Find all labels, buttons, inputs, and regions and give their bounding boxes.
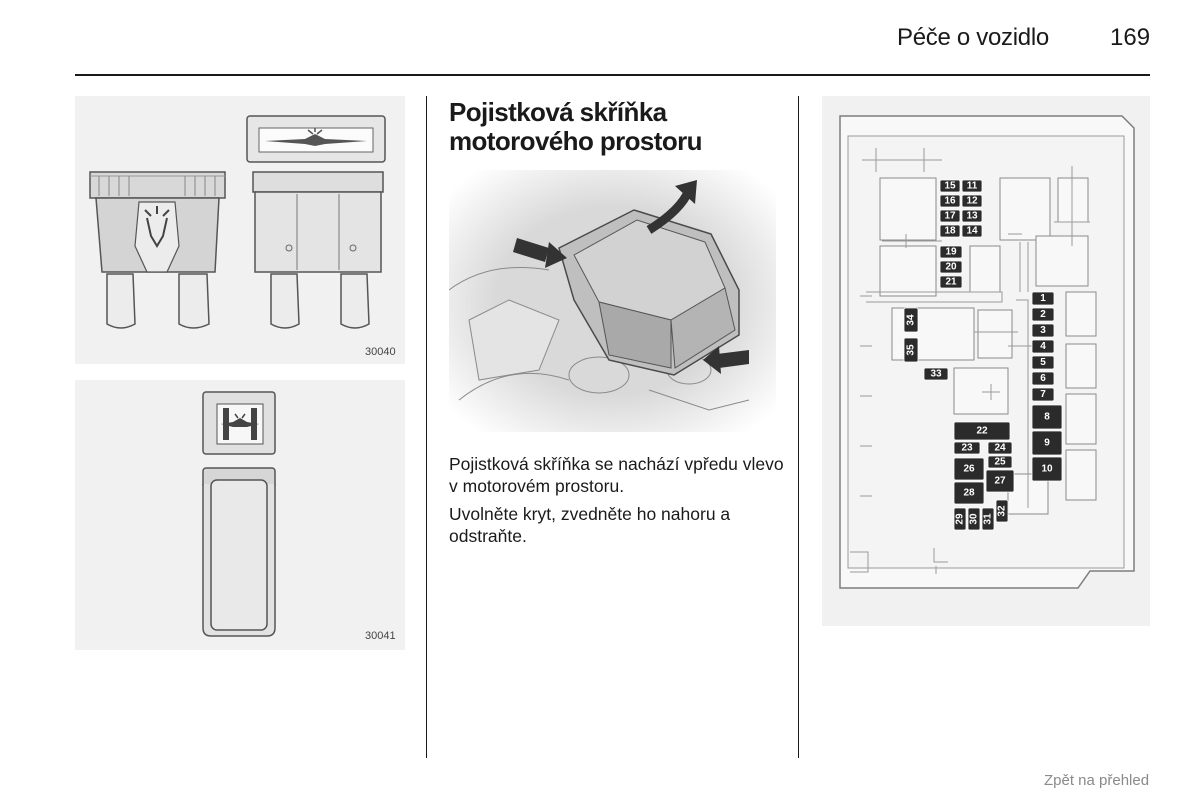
fuse-slot-label: 16 [944,195,956,207]
fuse-slot-label: 12 [966,195,978,207]
fuse-slot-label: 20 [945,261,957,273]
paragraph-location: Pojistková skříňka se nachází vpředu vlevo v motorovém prostoru. [449,454,784,496]
fuse-slot [940,246,962,258]
fuse-slot-label: 10 [1041,463,1053,475]
fuse-slot [954,482,984,504]
fuse-slot [940,195,960,207]
fuse-slot-label: 30 [968,513,980,525]
figure-id-label: 30041 [365,630,396,642]
fuse-slot-label: 18 [944,225,956,237]
fuse-slot [1032,372,1054,385]
fuse-slot [968,508,980,530]
fuse-slot-label: 3 [1040,325,1046,336]
fuse-puller-illustration [75,380,405,650]
fuse-types-illustration [75,96,405,364]
fuse-slot-label: 29 [954,513,966,525]
fuse-slot [940,210,960,222]
fuse-slot [954,422,1010,440]
fuse-slot [996,500,1008,522]
fuse-slot-label: 1 [1040,293,1046,304]
fuse-slot-label: 24 [994,442,1006,454]
fuse-slot-label: 27 [994,475,1006,487]
fuse-slot [988,442,1012,454]
fuse-slot-label: 9 [1044,437,1050,449]
fuse-slot-label: 34 [905,314,917,326]
figure-id-label: 30040 [365,346,396,358]
fuse-slot-label: 28 [963,487,975,499]
fuse-slot-label: 15 [944,180,956,192]
section-heading-line1: Pojistková skříňka [449,97,667,127]
fuse-slot [988,456,1012,468]
fuse-slot [940,261,962,273]
fuse-slot [1032,356,1054,369]
fuse-slot [954,458,984,480]
fuse-slot-label: 14 [966,225,978,237]
fuse-slot-label: 22 [976,425,988,437]
fuse-slot [962,225,982,237]
fuse-slot-label: 17 [944,210,956,222]
fuse-slot-label: 4 [1040,341,1046,352]
fuse-slot [1032,457,1062,481]
fuse-slot-label: 26 [963,463,975,475]
figure-fuse-types [75,96,405,364]
fuse-slot-label: 2 [1040,309,1046,320]
fuse-slot-label: 6 [1040,373,1046,384]
section-heading [449,98,769,156]
paragraph-instructions: Uvolněte kryt, zvedněte ho nahoru a odstraňte. [449,504,731,546]
fuse-slot [940,276,962,288]
fuse-slot-label: 8 [1044,411,1050,423]
fuse-slot-label: 35 [905,344,917,356]
fuse-slot [904,308,918,332]
fuse-slot [940,225,960,237]
fuse-slot [982,508,994,530]
fuse-slot [924,368,948,380]
engine-bay-illustration [449,170,776,432]
figure-fusebox-layout [822,96,1150,626]
fuse-slot [986,470,1014,492]
fuse-slot [962,195,982,207]
section-heading-line2: motorového prostoru [449,126,702,156]
fuse-slot [954,508,966,530]
fuse-slot [954,442,980,454]
page-header-title: Péče o vozidlo [897,24,1049,51]
fuse-slot [1032,388,1054,401]
figure-fuse-puller [75,380,405,650]
fuse-slot-label: 13 [966,210,978,222]
fusebox-layout-diagram [822,96,1150,626]
fuse-slot-label: 21 [945,276,957,288]
header-rule [75,74,1150,76]
fuse-slot [962,180,982,192]
fuse-slot [1032,431,1062,455]
fuse-slot-label: 19 [945,246,957,258]
page-number: 169 [1110,24,1151,51]
column-divider-left [426,96,427,758]
fuse-slot-label: 25 [994,456,1006,468]
fuse-slot [962,210,982,222]
fuse-slot-label: 5 [1040,357,1046,368]
fuse-slot [1032,308,1054,321]
figure-engine-bay [449,170,776,432]
back-to-overview-link[interactable]: Zpět na přehled [1044,772,1150,789]
fuse-slot-label: 11 [966,180,978,192]
fuse-slot [1032,292,1054,305]
fuse-slot-label: 32 [996,505,1008,517]
fuse-slot-label: 7 [1040,389,1046,400]
fuse-slot [1032,340,1054,353]
fuse-slot [904,338,918,362]
fuse-slot [940,180,960,192]
fuse-slot [1032,405,1062,429]
fuse-slot-label: 31 [982,513,994,525]
column-divider-right [798,96,799,758]
fuse-slot-label: 23 [961,442,973,454]
fuse-slot [1032,324,1054,337]
fuse-slot-label: 33 [930,368,942,380]
